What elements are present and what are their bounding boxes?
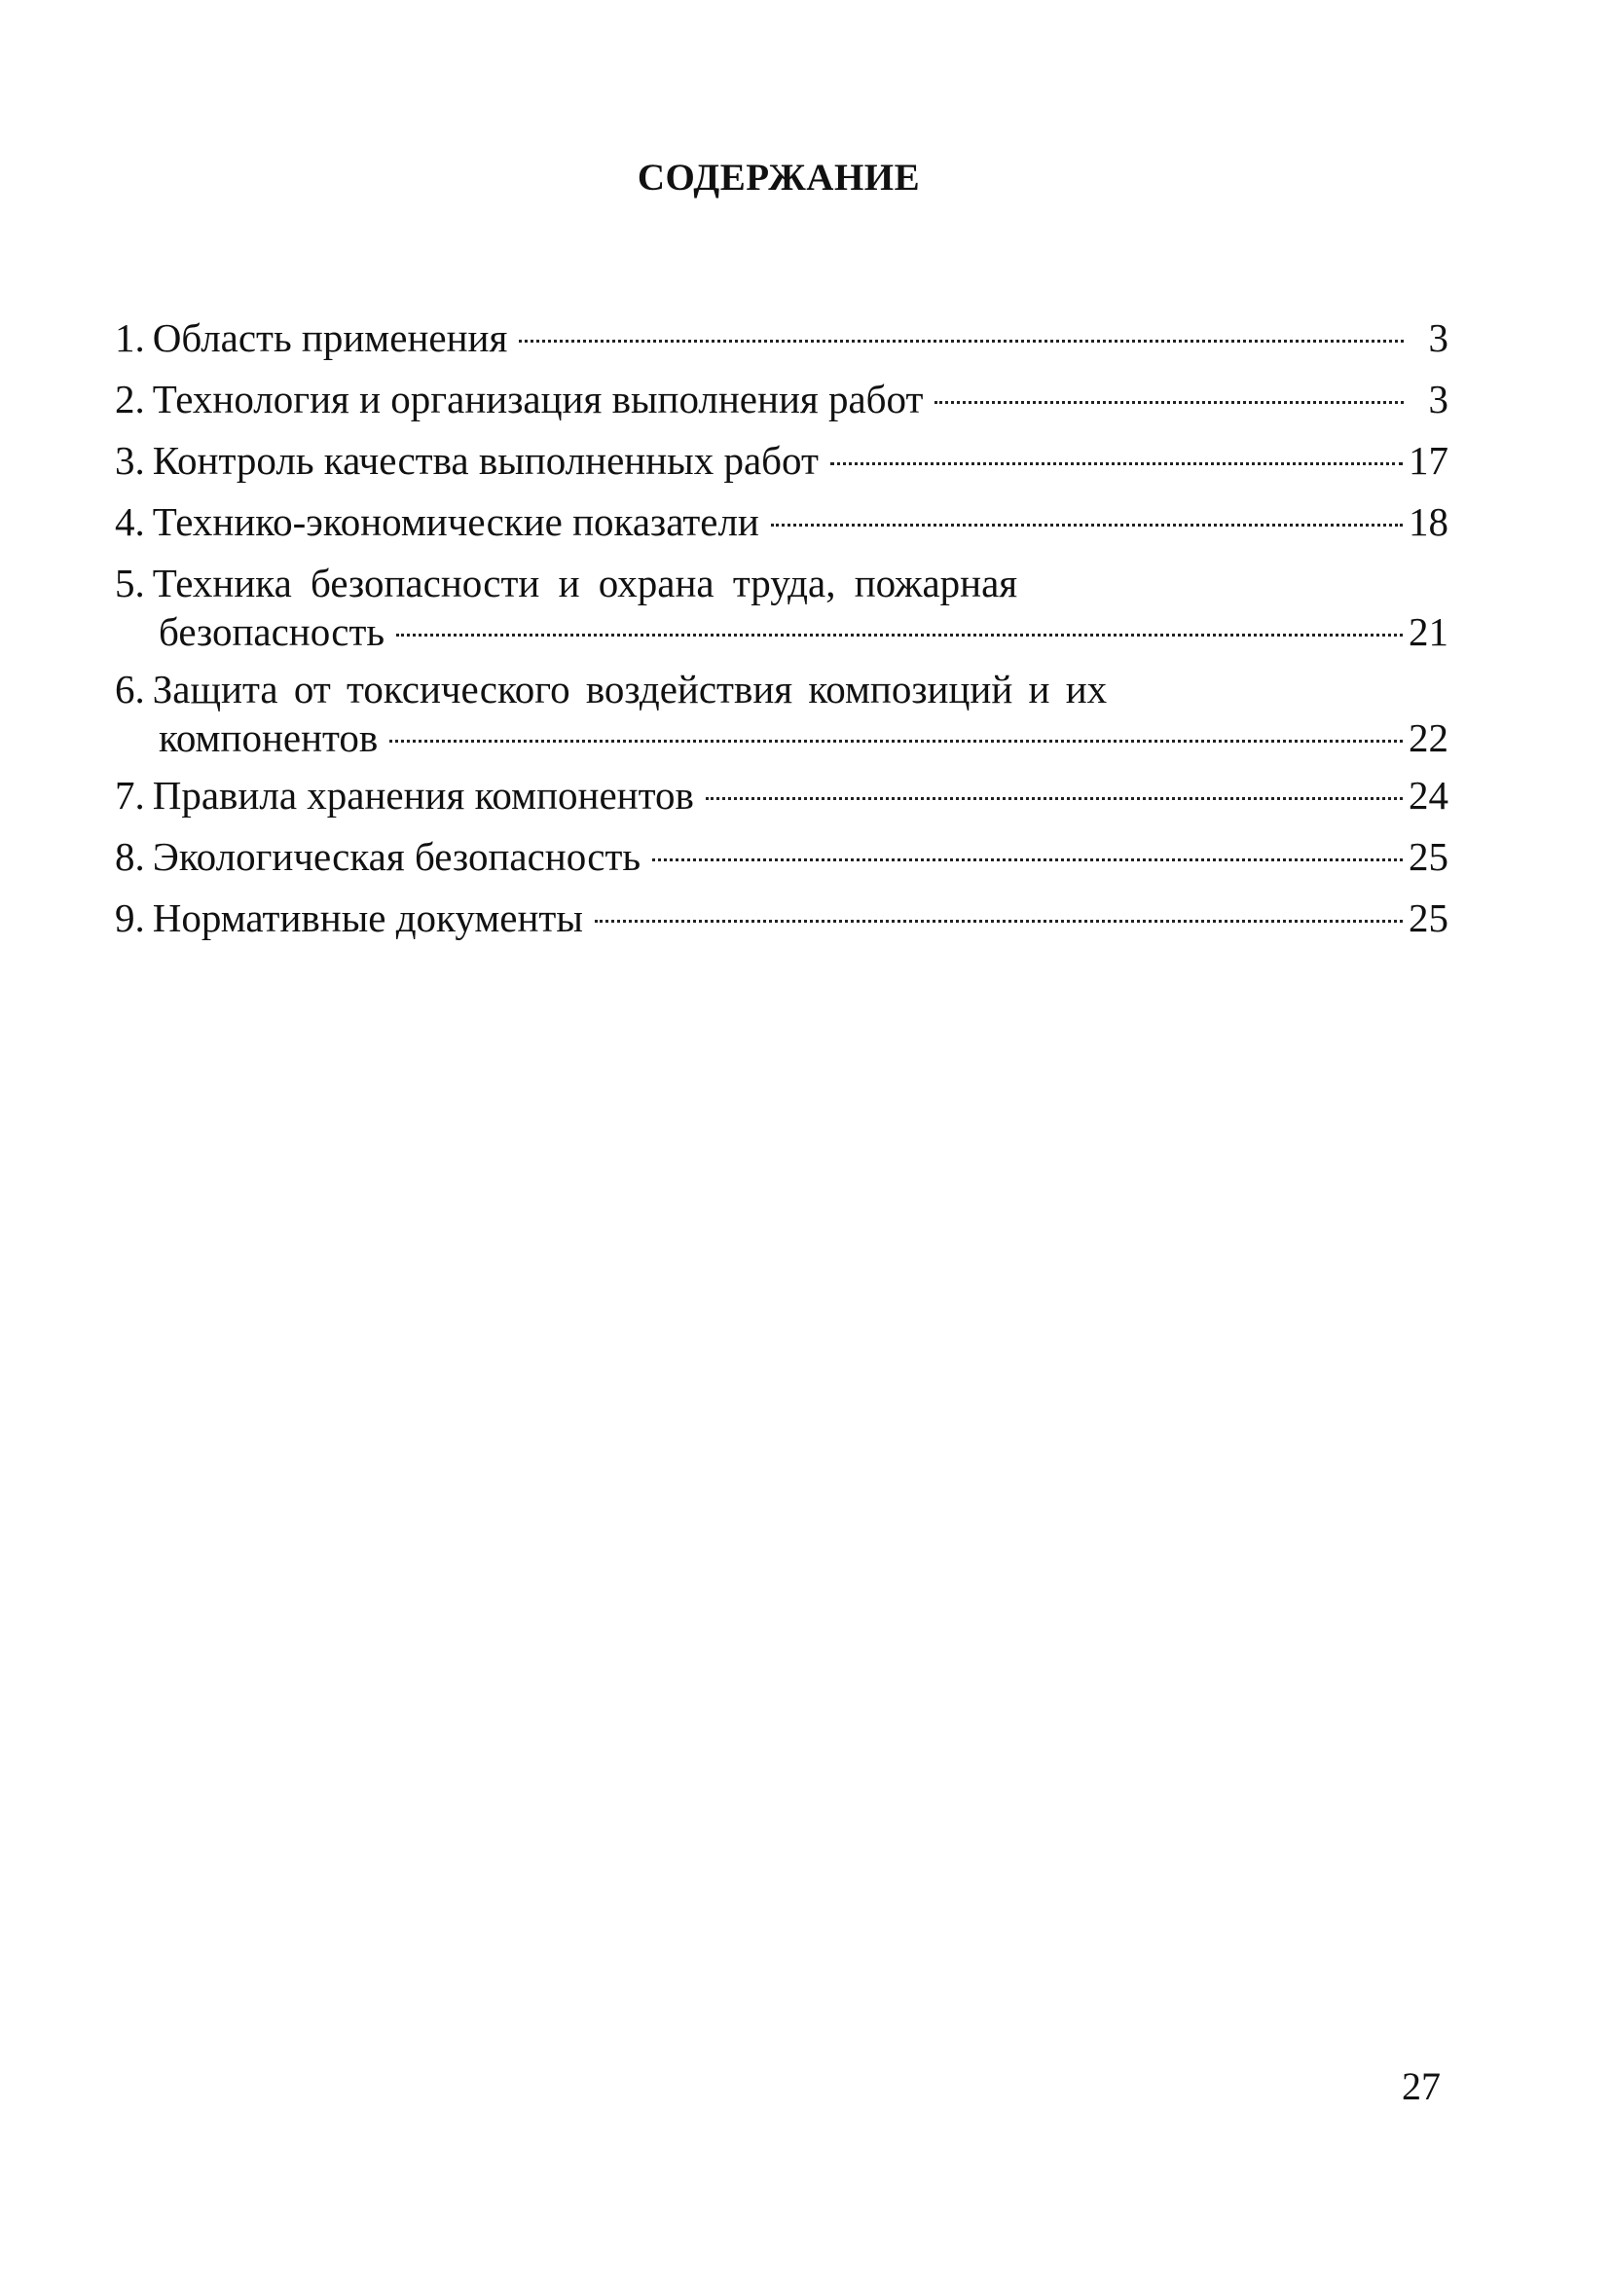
toc-title: Контроль качества выполненных работ (152, 438, 819, 483)
toc-page-number: 24 (1409, 773, 1448, 818)
toc-title: Правила хранения компонентов (152, 773, 694, 818)
dot-leader (830, 462, 1403, 465)
toc-page-number: 3 (1428, 377, 1448, 421)
dot-leader (652, 858, 1403, 861)
toc-entry-4[interactable] (115, 497, 1448, 546)
toc-title: Область применения (152, 315, 508, 360)
toc-page-number: 22 (1409, 715, 1448, 760)
toc-entry-7[interactable] (115, 771, 1448, 820)
toc-entry-8[interactable] (115, 832, 1448, 881)
toc-entry-9[interactable] (115, 893, 1448, 942)
toc-entry-5[interactable] (115, 559, 1448, 656)
dot-leader (934, 401, 1404, 404)
toc-number: 4. (115, 499, 145, 544)
toc-title-line2: безопасность (159, 609, 385, 654)
toc-number: 8. (115, 834, 145, 879)
toc-entry-3[interactable] (115, 436, 1448, 485)
toc-page-number: 25 (1409, 895, 1448, 940)
toc-number: 6. (115, 667, 145, 711)
page-title: СОДЕРЖАНИЕ (637, 157, 921, 199)
dot-leader (519, 340, 1404, 343)
toc-title-line2: компонентов (159, 715, 379, 760)
toc-title-line1: Защита от токсического воздействия композиций и их (152, 667, 1108, 711)
toc-page-number: 3 (1428, 315, 1448, 360)
toc-page-number: 18 (1409, 499, 1448, 544)
dot-leader (706, 797, 1403, 800)
dot-leader (389, 740, 1403, 743)
toc-page-number: 25 (1409, 834, 1448, 879)
toc-number: 2. (115, 377, 145, 421)
toc-page-number: 17 (1409, 438, 1448, 483)
toc-title: Экологическая безопасность (152, 834, 641, 879)
toc-number: 5. (115, 561, 145, 605)
toc-entry-2[interactable] (115, 375, 1448, 423)
page-number: 27 (1402, 2064, 1441, 2108)
toc-entry-6[interactable] (115, 665, 1448, 762)
toc-title: Нормативные документы (152, 895, 583, 940)
toc-number: 7. (115, 773, 145, 818)
toc-entry-1[interactable] (115, 313, 1448, 362)
toc-number: 1. (115, 315, 145, 360)
toc-title-line1: Техника безопасности и охрана труда, пожарная (152, 561, 1018, 605)
toc-page-number: 21 (1409, 609, 1448, 654)
toc-title: Технико-экономические показатели (152, 499, 759, 544)
dot-leader (396, 634, 1403, 637)
table-of-contents (115, 313, 1448, 955)
toc-number: 3. (115, 438, 145, 483)
dot-leader (771, 524, 1403, 527)
dot-leader (595, 920, 1403, 923)
toc-title: Технология и организация выполнения работ (152, 377, 924, 421)
toc-number: 9. (115, 895, 145, 940)
